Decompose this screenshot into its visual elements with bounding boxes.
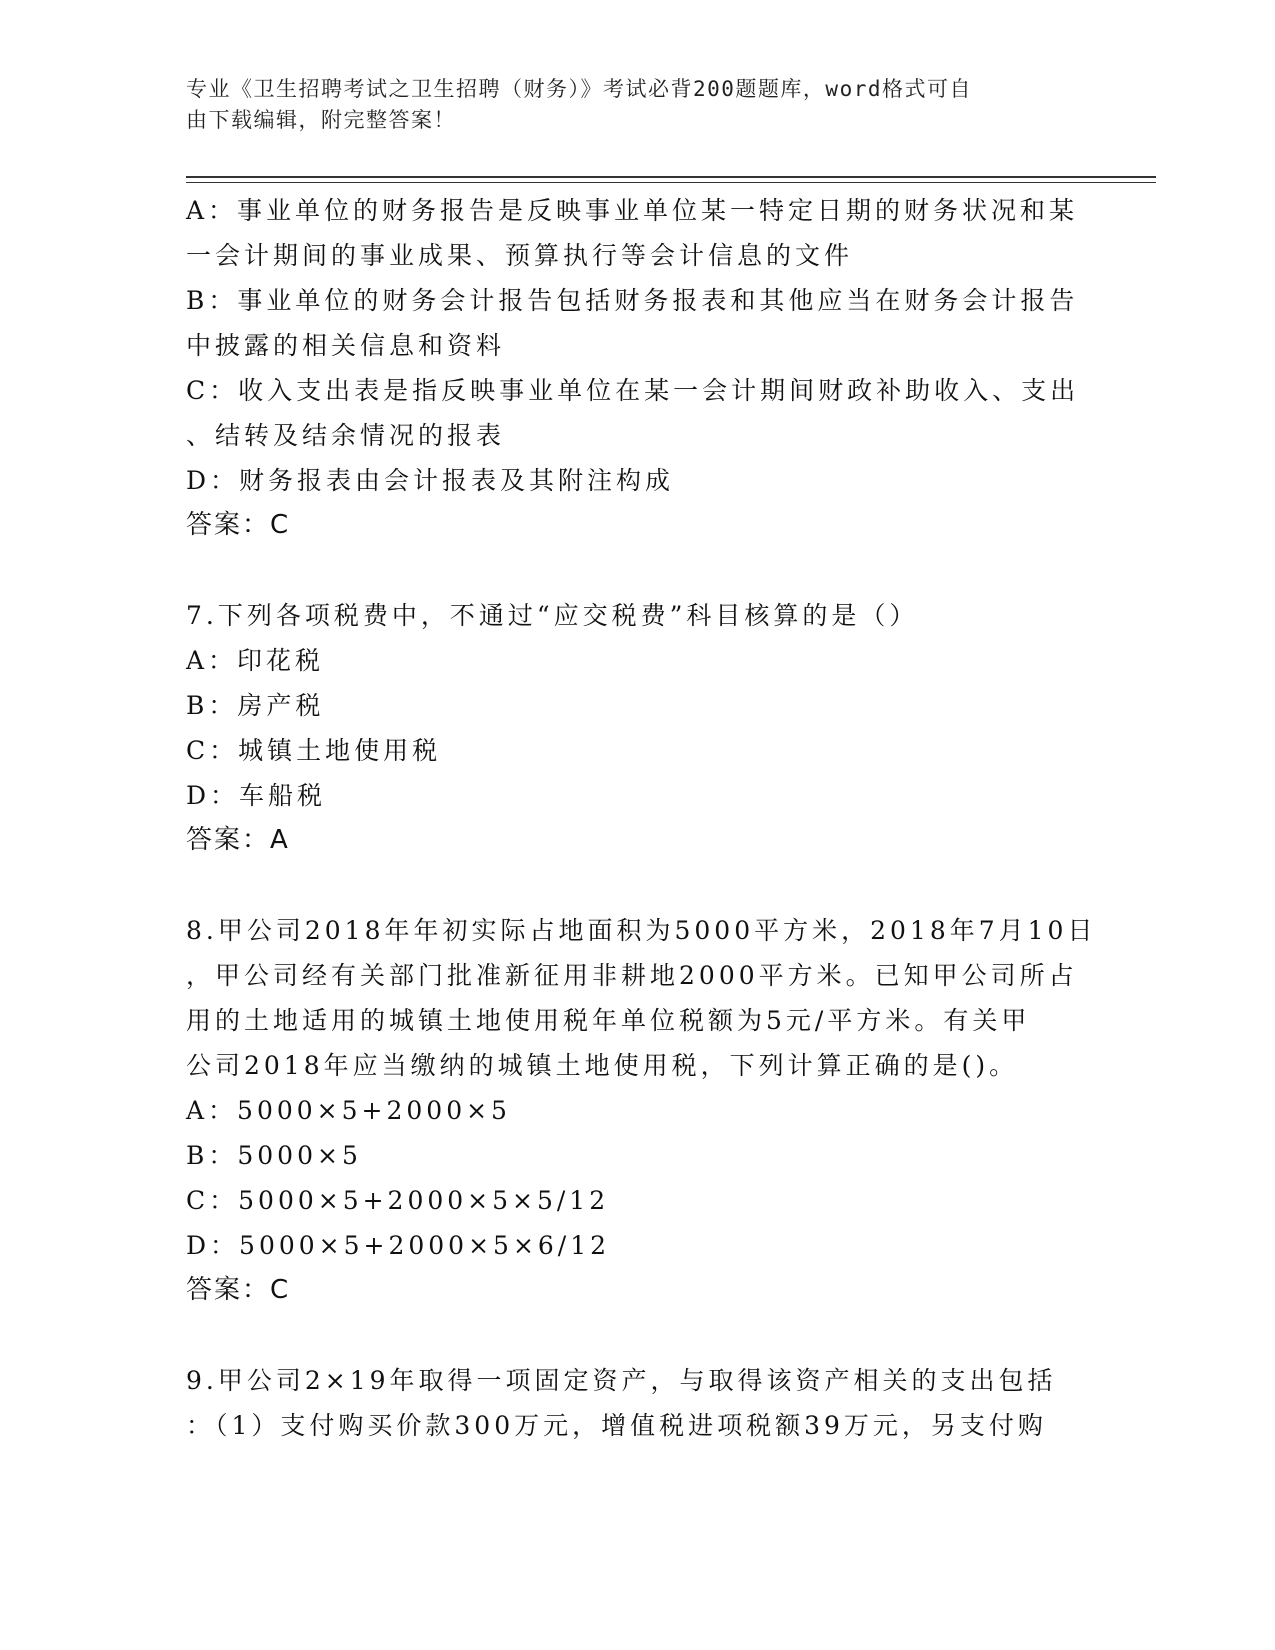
option-b-line-2: 中披露的相关信息和资料 bbox=[186, 331, 506, 360]
header-line-1: 专业《卫生招聘考试之卫生招聘（财务）》考试必背200题题库，word格式可自 bbox=[186, 77, 972, 101]
question-9 bbox=[186, 1358, 1086, 1448]
header-line-2: 由下载编辑，附完整答案！ bbox=[186, 108, 456, 132]
answer-label: 答案：A bbox=[186, 825, 290, 855]
header-divider-thick bbox=[186, 176, 1156, 178]
option-a-line-1: A：事业单位的财务报告是反映事业单位某一特定日期的财务状况和某 bbox=[186, 196, 1079, 225]
option-d: D：车船税 bbox=[186, 781, 327, 810]
question-stem-line-2: ：（1）支付购买价款300万元，增值税进项税额39万元，另支付购 bbox=[186, 1411, 1047, 1440]
spacer bbox=[186, 1313, 1086, 1358]
question-stem-line-4: 公司2018年应当缴纳的城镇土地使用税，下列计算正确的是()。 bbox=[186, 1051, 1019, 1080]
question-stem-line-3: 用的土地适用的城镇土地使用税年单位税额为5元/平方米。有关甲 bbox=[186, 1006, 1031, 1035]
option-d-line-1: D：财务报表由会计报表及其附注构成 bbox=[186, 466, 675, 495]
option-a: A：5000×5+2000×5 bbox=[186, 1096, 511, 1125]
spacer bbox=[186, 863, 1086, 908]
document-header bbox=[186, 74, 1066, 136]
question-6 bbox=[186, 188, 1086, 548]
option-c-line-2: 、结转及结余情况的报表 bbox=[186, 421, 506, 450]
question-stem: 7.下列各项税费中，不通过“应交税费”科目核算的是（） bbox=[186, 601, 919, 630]
option-b-line-1: B：事业单位的财务会计报告包括财务报表和其他应当在财务会计报告 bbox=[186, 286, 1079, 315]
option-a: A：印花税 bbox=[186, 646, 325, 675]
option-b: B：5000×5 bbox=[186, 1141, 362, 1170]
header-divider-thin bbox=[186, 182, 1156, 183]
question-stem-line-1: 9.甲公司2×19年取得一项固定资产，与取得该资产相关的支出包括 bbox=[186, 1366, 1057, 1395]
question-8 bbox=[186, 908, 1097, 1313]
option-c-line-1: C：收入支出表是指反映事业单位在某一会计期间财政补助收入、支出 bbox=[186, 376, 1080, 405]
option-d: D：5000×5+2000×5×6/12 bbox=[186, 1231, 611, 1260]
option-b: B：房产税 bbox=[186, 691, 325, 720]
question-stem-line-1: 8.甲公司2018年年初实际占地面积为5000平方米，2018年7月10日 bbox=[186, 916, 1097, 945]
answer-label: 答案：C bbox=[186, 510, 291, 540]
answer-label: 答案：C bbox=[186, 1275, 291, 1305]
option-c: C：5000×5+2000×5×5/12 bbox=[186, 1186, 610, 1215]
spacer bbox=[186, 548, 1086, 593]
option-a-line-2: 一会计期间的事业成果、预算执行等会计信息的文件 bbox=[186, 241, 854, 270]
question-stem-line-2: ，甲公司经有关部门批准新征用非耕地2000平方米。已知甲公司所占 bbox=[186, 961, 1078, 990]
option-c: C：城镇土地使用税 bbox=[186, 736, 442, 765]
question-7 bbox=[186, 593, 1086, 863]
document-body bbox=[186, 188, 1097, 1448]
